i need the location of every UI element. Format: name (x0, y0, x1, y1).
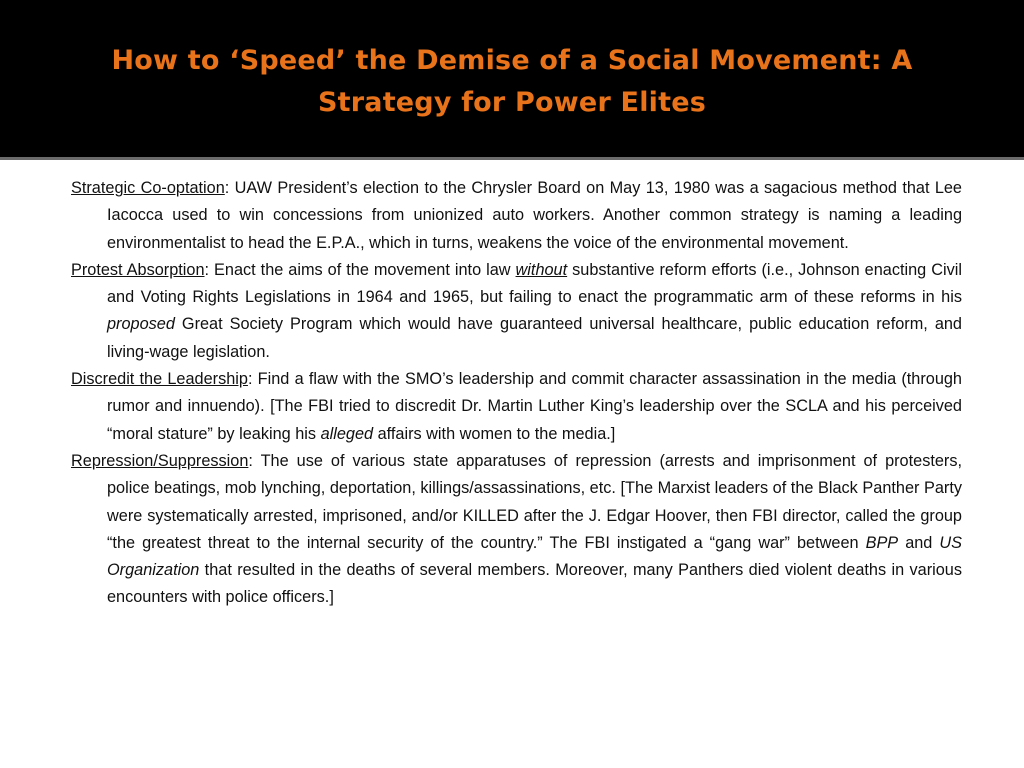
item-term: Discredit the Leadership (71, 370, 248, 389)
slide-title: How to ‘Speed’ the Demise of a Social Movement: A Strategy for Power Elites (111, 45, 913, 118)
list-item-strategic-co-optation (71, 175, 962, 257)
list-item-repression-suppression (71, 448, 962, 612)
item-text: affairs with women to the media.] (373, 424, 616, 443)
item-emphasis-without: without (515, 260, 568, 279)
item-emphasis-bpp: BPP (865, 533, 899, 552)
list-item-discredit-the-leadership (71, 366, 962, 448)
item-text: : UAW President’s election to the Chrysler Board on May 13, 1980 was a sagacious method that Lee Iacocca used to win concessions from unionized auto workers. Another common strategy is naming a leading environmentalist to head the E.P.A., which in turns, weakens the voice of the environmental movement. (107, 179, 962, 252)
item-text: : The use of various state apparatuses of repression (arrests and imprisonment of protesters, police beatings, mob lynching, deportation, killings/assassinations, etc. [The Marxist leaders of the Black Panther Party were systematically arrested, imprisoned, and/or KILLED after the J. Edgar Hoover, then FBI director, called the group “the greatest threat to the internal security of the country.” The FBI instigated a “gang war” between (107, 451, 962, 552)
slide-body (71, 175, 962, 612)
item-text: : Find a flaw with the SMO’s leadership and commit character assassination in the media (through rumor and innuendo). [The FBI tried to discredit Dr. Martin Luther King’s leadership over the SCLA and his perceived “moral stature” by leaking his (107, 370, 962, 443)
item-emphasis-alleged: alleged (320, 424, 374, 443)
item-term: Protest Absorption (71, 260, 205, 279)
item-text: substantive reform efforts (i.e., Johnson enacting Civil and Voting Rights Legislations in 1964 and 1965, but failing to enact the programmatic arm of these reforms in his (107, 260, 962, 307)
item-text: Great Society Program which would have guaranteed universal healthcare, public education reform, and living-wage legislation. (107, 315, 962, 361)
list-item-protest-absorption (71, 257, 962, 366)
title-divider (0, 157, 1024, 160)
item-text: and (898, 533, 940, 552)
title-band (0, 0, 1024, 158)
item-emphasis-us-organization: US Organization (107, 533, 962, 580)
item-text: : Enact the aims of the movement into law (204, 260, 516, 279)
item-term: Strategic Co-optation (71, 179, 225, 197)
item-emphasis-proposed: proposed (107, 315, 175, 334)
item-text: that resulted in the deaths of several members. Moreover, many Panthers died violent deaths in various encounters with police officers.] (107, 561, 962, 607)
item-term: Repression/Suppression (71, 451, 249, 470)
